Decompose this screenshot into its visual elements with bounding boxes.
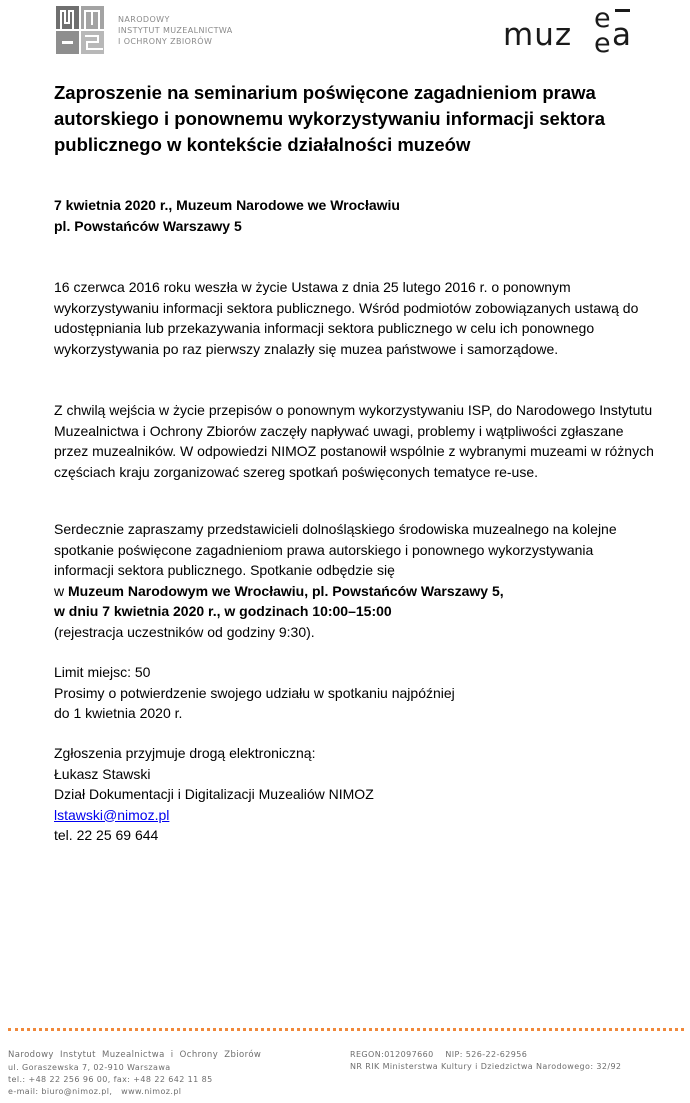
paragraph-contact [54, 743, 654, 846]
footer-ids: REGON:012097660 NIP: 526-22-62956 [350, 1050, 528, 1059]
invitation-w-prefix: w [54, 582, 68, 599]
muzea-logo-base: muz [503, 17, 573, 53]
muzea-logo-e-upper: e [594, 3, 611, 34]
event-date-line: 7 kwietnia 2020 r., Muzeum Narodowe we Wrocławiu [54, 197, 400, 213]
muzea-logo-bar [615, 9, 630, 12]
footer-dotted-divider [8, 1028, 684, 1031]
contact-department: Dział Dokumentacji i Digitalizacji Muzealiów NIMOZ [54, 786, 374, 802]
confirm-request: Prosimy o potwierdzenie swojego udziału w spotkaniu najpóźniej [54, 684, 455, 701]
contact-phone: tel. 22 25 69 644 [54, 827, 159, 843]
footer-web: e-mail: biuro@nimoz.pl, www.nimoz.pl [8, 1087, 182, 1096]
contact-intro: Zgłoszenia przyjmuje drogą elektroniczną: [54, 745, 316, 761]
nimoz-logo-icon [55, 5, 105, 55]
paragraph-law-intro [54, 277, 654, 359]
contact-email-link[interactable]: lstawski@nimoz.pl [54, 806, 170, 823]
invitation-place: Muzeum Narodowym we Wrocławiu, pl. Powstańców Warszawy 5, [68, 582, 504, 599]
paragraph-nimoz-initiative [54, 400, 654, 482]
nimoz-line-2: INSTYTUT MUZEALNICTWA [118, 26, 233, 35]
footer-registry-block [350, 1049, 621, 1073]
paragraph-invitation [54, 519, 654, 642]
event-address-line: pl. Powstańców Warszawy 5 [54, 218, 242, 234]
nimoz-name [118, 14, 233, 47]
nimoz-line-1: NARODOWY [118, 15, 170, 24]
contact-name: Łukasz Stawski [54, 765, 151, 782]
letterhead [0, 0, 690, 70]
footer-phones: tel.: +48 22 256 96 00, fax: +48 22 642 11 85 [8, 1075, 213, 1084]
muzea-logo-e-lower: e [594, 28, 611, 59]
footer-org-name: Narodowy Instytut Muzealnictwa i Ochrony Zbiorów [8, 1050, 262, 1060]
footer-address: ul. Goraszewska 7, 02-910 Warszawa [8, 1063, 171, 1072]
muzea-logo-a: a [612, 17, 631, 53]
footer-register: NR RIK Ministerstwa Kultury i Dziedzictwa Narodowego: 32/92 [350, 1062, 622, 1071]
event-date-location [54, 195, 654, 237]
invitation-date-time: w dniu 7 kwietnia 2020 r., w godzinach 10:00–15:00 [54, 603, 392, 619]
nimoz-line-3: I OCHRONY ZBIORÓW [118, 37, 213, 46]
document-title: Zaproszenie na seminarium poświęcone zagadnieniom prawa autorskiego i ponownemu wykorzystywaniu informacji sektora publicznego w kontekście działalności muzeów [54, 82, 606, 155]
confirm-deadline: do 1 kwietnia 2020 r. [54, 705, 183, 721]
seat-limit: Limit miejsc: 50 [54, 664, 151, 680]
invitation-intro: Serdecznie zapraszamy przedstawicieli dolnośląskiego środowiska muzealnego na kolejne spotkanie poświęcone zagadnieniom prawa autorskiego i ponownego wykorzystywania informacji sektora publicznego. Spotkanie odbędzie się [54, 521, 617, 578]
paragraph-limit [54, 662, 654, 724]
paragraph-text: Z chwilą wejścia w życie przepisów o ponownym wykorzystywaniu ISP, do Narodowego Instytutu Muzealnictwa i Ochrony Zbiorów zaczęły napływać uwagi, problemy i wątpliwości zgłaszane przez muzealników. W odpowiedzi NIMOZ postanowił wspólnie z wybranymi muzeami w różnych częściach kraju zorganizować szereg spotkań poświęconych tematyce re-use. [54, 402, 654, 480]
paragraph-text: 16 czerwca 2016 roku weszła w życie Ustawa z dnia 25 lutego 2016 r. o ponownym wykorzystywaniu informacji sektora publicznego. Wśród podmiotów zobowiązanych ustawą do udostępniania lub przekazywania informacji sektora publicznego w celu ich ponownego wykorzystywania po raz pierwszy znalazły się muzea państwowe i samorządowe. [54, 279, 639, 357]
footer-address-block [8, 1049, 261, 1098]
invitation-registration: (rejestracja uczestników od godziny 9:30). [54, 623, 315, 640]
muzea-logo [503, 3, 633, 59]
